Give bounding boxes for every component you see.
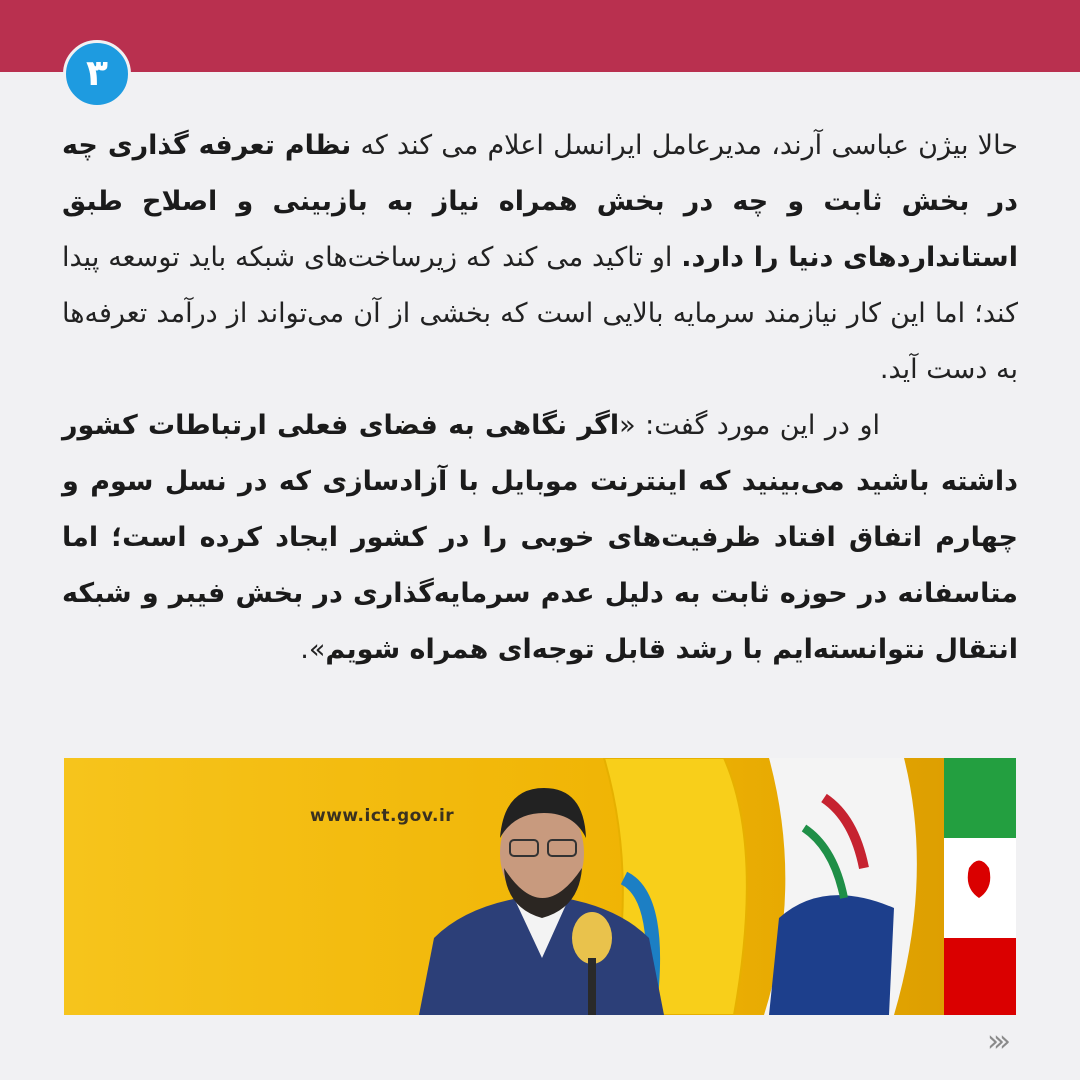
- p2-text-1: او در این مورد گفت: «: [619, 410, 880, 441]
- p2-text-2: ».: [300, 634, 326, 665]
- paragraph-1: [62, 118, 1018, 398]
- backdrop-url-text: www.ict.gov.ir: [310, 806, 455, 826]
- page-number-badge: ۳: [63, 40, 131, 108]
- p1-text-2: او تاکید می کند که زیرساخت‌های شبکه باید توسعه پیدا کند؛ اما این کار نیازمند سرمایه بالایی است که بخشی از آن می‌تواند از درآمد تعرفه‌ها به دست آید.: [62, 242, 1018, 385]
- p1-bold-1: نظام تعرفه گذاری چه در بخش ثابت و چه در بخش همراه نیاز به بازبینی و اصلاح طبق استانداردهای دنیا را دارد.: [62, 130, 1018, 273]
- article-body: [62, 118, 1018, 678]
- triple-chevron-icon[interactable]: ›››: [987, 1024, 1005, 1059]
- speaker-photo: [64, 758, 1016, 1015]
- p1-text-1: حالا بیژن عباسی آرند، مدیرعامل ایرانسل اعلام می کند که: [351, 130, 1018, 161]
- header-bar: [0, 0, 1080, 72]
- paragraph-2: [62, 398, 1018, 678]
- speaker-photo-illustration: [64, 758, 1016, 1015]
- p2-bold-1: اگر نگاهی به فضای فعلی ارتباطات کشور داشته باشید می‌بینید که اینترنت موبایل با آزادسازی که در نسل سوم و چهارم اتفاق افتاد ظرفیت‌های خوبی را در کشور ایجاد کرده است؛ اما متاسفانه در حوزه ثابت به دلیل عدم سرمایه‌گذاری در بخش فیبر و شبکه انتقال نتوانسته‌ایم با رشد قابل توجه‌ای همراه شویم: [62, 410, 1018, 665]
